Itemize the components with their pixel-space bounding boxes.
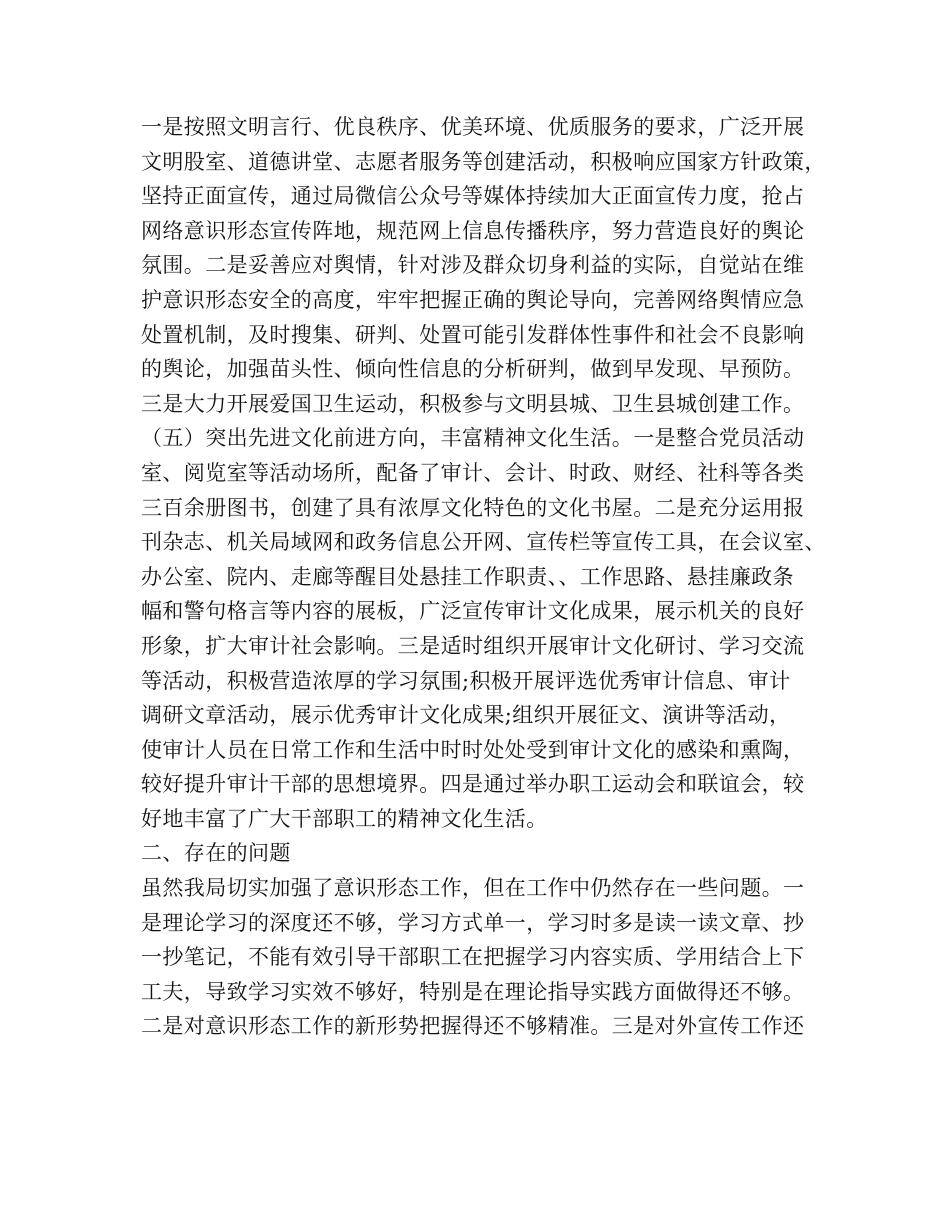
text-line: 坚持正面宣传，通过局微信公众号等媒体持续加大正面宣传力度，抢占 xyxy=(141,184,805,209)
text-line: 处置机制，及时搜集、研判、处置可能引发群体性事件和社会不良影响 xyxy=(141,322,805,347)
text-line: 较好提升审计干部的思想境界。四是通过举办职工运动会和联谊会，较 xyxy=(141,772,805,797)
text-line: 刊杂志、机关局域网和政务信息公开网、宣传栏等宣传工具，在会议室、 xyxy=(141,530,826,555)
text-line: 氛围。二是妥善应对舆情，针对涉及群众切身利益的实际，自觉站在维 xyxy=(141,253,805,278)
text-line: 好地丰富了广大干部职工的精神文化生活。 xyxy=(141,806,548,831)
text-line: 室、阅览室等活动场所，配备了审计、会计、时政、财经、社科等各类 xyxy=(141,460,805,485)
text-line: 三百余册图书，创建了具有浓厚文化特色的文化书屋。二是充分运用报 xyxy=(141,495,805,520)
text-line: 形象，扩大审计社会影响。三是适时组织开展审计文化研讨、学习交流 xyxy=(141,633,805,658)
text-line: 使审计人员在日常工作和生活中时时处处受到审计文化的感染和熏陶， xyxy=(141,737,805,762)
text-line: 一是按照文明言行、优良秩序、优美环境、优质服务的要求，广泛开展 xyxy=(141,115,805,139)
text-line: 的舆论，加强苗头性、倾向性信息的分析研判，做到早发现、早预防。 xyxy=(141,357,805,382)
text-line: 二是对意识形态工作的新形势把握得还不够精准。三是对外宣传工作还 xyxy=(141,1014,805,1039)
text-line: 三是大力开展爱国卫生运动，积极参与文明县城、卫生县城创建工作。 xyxy=(141,391,805,416)
text-line: 等活动，积极营造浓厚的学习氛围;积极开展评选优秀审计信息、审计 xyxy=(141,668,791,693)
text-line: 虽然我局切实加强了意识形态工作，但在工作中仍然存在一些问题。一 xyxy=(141,876,805,901)
section-heading-problems: 二、存在的问题 xyxy=(141,841,291,866)
body-text xyxy=(141,110,841,1044)
text-line: 幅和警句格言等内容的展板，广泛宣传审计文化成果，展示机关的良好 xyxy=(141,599,805,624)
text-line: 护意识形态安全的高度，牢牢把握正确的舆论导向，完善网络舆情应急 xyxy=(141,287,805,312)
text-line: 办公室、院内、走廊等醒目处悬挂工作职责、、工作思路、悬挂廉政条 xyxy=(141,564,794,589)
text-line: 网络意识形态宣传阵地，规范网上信息传播秩序，努力营造良好的舆论 xyxy=(141,218,805,243)
text-line: 工夫，导致学习实效不够好，特别是在理论指导实践方面做得还不够。 xyxy=(141,979,805,1004)
text-line: 文明股室、道德讲堂、志愿者服务等创建活动，积极响应国家方针政策， xyxy=(141,149,826,174)
text-line: 调研文章活动，展示优秀审计文化成果;组织开展征文、演讲等活动， xyxy=(141,703,791,728)
section-heading-5: （五）突出先进文化前进方向，丰富精神文化生活。一是整合党员活动 xyxy=(141,426,805,451)
text-line: 一抄笔记，不能有效引导干部职工在把握学习内容实质、学用结合上下 xyxy=(141,945,805,970)
text-line: 是理论学习的深度还不够，学习方式单一，学习时多是读一读文章、抄 xyxy=(141,910,805,935)
